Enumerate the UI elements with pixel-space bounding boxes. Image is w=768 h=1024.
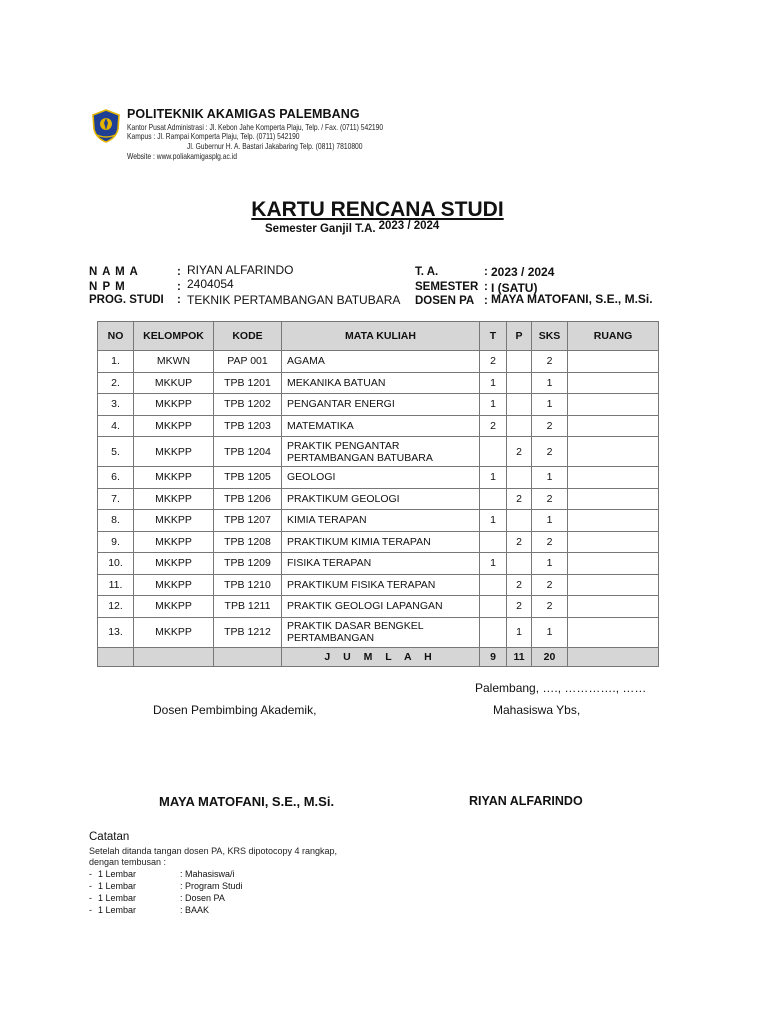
cell-sks: 2 [532,488,568,510]
copy-count: 1 Lembar [98,893,137,903]
cell-kelompok: MKKPP [134,394,214,416]
notes-line: dengan tembusan : [89,857,167,867]
cell-t [480,574,507,596]
total-sks: 20 [532,647,568,666]
npm-value: 2404054 [187,277,234,291]
institution-name: POLITEKNIK AKAMIGAS PALEMBANG [127,107,360,121]
mata-kuliah-line: PRAKTIKUM FISIKA TERAPAN [287,578,436,591]
student-title: Mahasiswa Ybs, [493,703,581,717]
table-row [98,617,659,647]
cell-p: 2 [507,437,532,467]
column-header-t: T [480,322,507,351]
cell-no: 1. [98,351,134,373]
cell-kelompok: MKKPP [134,574,214,596]
copy-destination: : Program Studi [180,881,243,891]
column-header-sks: SKS [532,322,568,351]
cell-kelompok: MKKPP [134,415,214,437]
cell-no: 7. [98,488,134,510]
cell-kode: TPB 1207 [214,510,282,532]
mata-kuliah-line: GEOLOGI [287,471,336,484]
cell-kode: TPB 1208 [214,531,282,553]
total-row [98,647,659,666]
cell-sks: 2 [532,596,568,618]
student-name: RIYAN ALFARINDO [469,794,583,808]
prodi-value: TEKNIK PERTAMBANGAN BATUBARA [187,293,401,307]
column-header-kode: KODE [214,322,282,351]
mata-kuliah-line: PRAKTIKUM KIMIA TERAPAN [287,535,431,548]
cell-kode: TPB 1201 [214,372,282,394]
cell-kode: TPB 1205 [214,467,282,489]
npm-colon: : [177,281,181,293]
table-row [98,488,659,510]
cell-sks: 1 [532,394,568,416]
cell-no: 8. [98,510,134,532]
cell-sks: 1 [532,467,568,489]
cell-sks: 1 [532,510,568,532]
cell-sks: 1 [532,553,568,575]
mata-kuliah-line: PENGANTAR ENERGI [287,398,395,411]
total-cell [134,647,214,666]
cell-kelompok: MKKUP [134,372,214,394]
semester-heading [265,220,440,235]
cell-kode: TPB 1202 [214,394,282,416]
cell-kode: TPB 1203 [214,415,282,437]
document-title: KARTU RENCANA STUDI [251,198,504,221]
copy-dash: - [89,881,92,891]
table-row [98,394,659,416]
cell-ruang [568,372,659,394]
cell-ruang [568,596,659,618]
cell-t: 1 [480,510,507,532]
ta-label: T. A. [415,266,439,278]
cell-t: 2 [480,351,507,373]
cell-sks: 1 [532,372,568,394]
cell-p: 2 [507,531,532,553]
nama-colon: : [177,266,181,278]
cell-t [480,596,507,618]
mata-kuliah-line: MATEMATIKA [287,419,354,432]
copy-destination: : Mahasiswa/i [180,869,235,879]
cell-sks: 2 [532,437,568,467]
cell-p [507,394,532,416]
cell-p [507,415,532,437]
cell-ruang [568,351,659,373]
mata-kuliah-line: PRAKTIKUM GEOLOGI [287,492,400,505]
cell-mata-kuliah [282,574,480,596]
cell-t [480,437,507,467]
cell-kelompok: MKKPP [134,617,214,647]
cell-ruang [568,510,659,532]
table-row [98,437,659,467]
semester-info-label: SEMESTER [415,281,479,293]
copy-dash: - [89,869,92,879]
table-row [98,351,659,373]
cell-kelompok: MKKPP [134,437,214,467]
nama-label: N A M A [89,266,139,278]
cell-p [507,351,532,373]
column-header-ruang: RUANG [568,322,659,351]
cell-p [507,372,532,394]
copy-destination: : BAAK [180,905,210,915]
cell-p [507,553,532,575]
cell-mata-kuliah [282,372,480,394]
cell-t: 1 [480,372,507,394]
cell-t [480,488,507,510]
cell-ruang [568,553,659,575]
cell-kelompok: MKKPP [134,596,214,618]
table-row [98,574,659,596]
cell-kode: TPB 1211 [214,596,282,618]
copy-dash: - [89,905,92,915]
institution-website: Website : www.poliakamigasplg.ac.id [127,152,237,161]
cell-p: 2 [507,596,532,618]
table-row [98,415,659,437]
cell-kode: TPB 1210 [214,574,282,596]
cell-p [507,510,532,532]
table-header-row [98,322,659,351]
cell-ruang [568,415,659,437]
institution-address-line: Kampus : Jl. Rampai Komperta Plaju, Telp. (0711) 542190 [127,132,300,141]
cell-p: 1 [507,617,532,647]
cell-no: 2. [98,372,134,394]
semester-info-value: I (SATU) [491,281,538,295]
cell-mata-kuliah [282,553,480,575]
cell-t: 1 [480,467,507,489]
cell-t: 1 [480,553,507,575]
total-cell [214,647,282,666]
cell-p [507,467,532,489]
cell-no: 12. [98,596,134,618]
cell-p: 2 [507,574,532,596]
cell-t [480,531,507,553]
cell-no: 4. [98,415,134,437]
total-label: J U M L A H [282,647,480,666]
table-row [98,372,659,394]
cell-no: 5. [98,437,134,467]
column-header-kelompok: KELOMPOK [134,322,214,351]
table-row [98,596,659,618]
semester-year: 2023 / 2024 [378,220,440,232]
krs-table [97,321,659,667]
mata-kuliah-line: PRAKTIK PENGANTAR [287,439,400,452]
institution-address-line: Jl. Gubernur H. A. Bastari Jakabaring Telp. (0811) 7810800 [187,142,363,151]
cell-no: 6. [98,467,134,489]
copy-count: 1 Lembar [98,905,137,915]
cell-kelompok: MKKPP [134,531,214,553]
mata-kuliah-line: AGAMA [287,355,325,368]
dosen-pa-value: MAYA MATOFANI, S.E., M.Si. [491,292,653,306]
cell-sks: 2 [532,415,568,437]
cell-mata-kuliah [282,437,480,467]
cell-no: 13. [98,617,134,647]
advisor-title: Dosen Pembimbing Akademik, [153,703,317,717]
cell-kelompok: MKKPP [134,510,214,532]
dosen-pa-label: DOSEN PA [415,295,475,307]
semester-label: Semester Ganjil T.A. [265,223,376,235]
cell-no: 11. [98,574,134,596]
table-row [98,553,659,575]
prodi-label: PROG. STUDI [89,294,164,306]
ta-colon: : [484,266,488,278]
cell-kelompok: MKWN [134,351,214,373]
cell-ruang [568,488,659,510]
table-row [98,467,659,489]
cell-kelompok: MKKPP [134,553,214,575]
cell-kelompok: MKKPP [134,467,214,489]
cell-kode: PAP 001 [214,351,282,373]
copy-dash: - [89,893,92,903]
cell-kode: TPB 1206 [214,488,282,510]
cell-kode: TPB 1212 [214,617,282,647]
npm-label: N P M [89,281,126,293]
cell-sks: 2 [532,351,568,373]
cell-t [480,617,507,647]
cell-t: 1 [480,394,507,416]
cell-mata-kuliah [282,394,480,416]
notes-title: Catatan [89,831,130,843]
dosen-pa-colon: : [484,295,488,307]
place-date: Palembang, …., …………., …… [475,681,647,695]
institution-address-line: Kantor Pusat Administrasi : Jl. Kebon Jahe Komperta Plaju, Telp. / Fax. (0711) 542190 [127,123,384,132]
mata-kuliah-line: PERTAMBANGAN BATUBARA [287,451,433,464]
column-header-no: NO [98,322,134,351]
column-header-p: P [507,322,532,351]
cell-ruang [568,394,659,416]
semester-info-colon: : [484,281,488,293]
cell-kode: TPB 1209 [214,553,282,575]
cell-sks: 2 [532,574,568,596]
notes-line: Setelah ditanda tangan dosen PA, KRS dipotocopy 4 rangkap, [89,846,338,856]
copy-count: 1 Lembar [98,881,137,891]
copy-count: 1 Lembar [98,869,137,879]
cell-no: 10. [98,553,134,575]
institution-logo-icon [91,109,121,143]
cell-p: 2 [507,488,532,510]
cell-sks: 2 [532,531,568,553]
cell-mata-kuliah [282,617,480,647]
cell-mata-kuliah [282,415,480,437]
cell-kelompok: MKKPP [134,488,214,510]
cell-mata-kuliah [282,596,480,618]
mata-kuliah-line: PRAKTIK GEOLOGI LAPANGAN [287,600,443,613]
cell-mata-kuliah [282,467,480,489]
cell-no: 3. [98,394,134,416]
cell-mata-kuliah [282,531,480,553]
nama-value: RIYAN ALFARINDO [187,263,294,277]
mata-kuliah-line: KIMIA TERAPAN [287,514,367,527]
table-row [98,510,659,532]
advisor-name: MAYA MATOFANI, S.E., M.Si. [159,794,335,809]
cell-kode: TPB 1204 [214,437,282,467]
copy-destination: : Dosen PA [180,893,225,903]
mata-kuliah-line: PERTAMBANGAN [287,632,375,644]
total-t: 9 [480,647,507,666]
cell-mata-kuliah [282,510,480,532]
mata-kuliah-line: FISIKA TERAPAN [287,557,372,570]
total-cell [98,647,134,666]
total-cell [568,647,659,666]
total-p: 11 [507,647,532,666]
cell-ruang [568,467,659,489]
table-row [98,531,659,553]
cell-sks: 1 [532,617,568,647]
cell-ruang [568,617,659,647]
column-header-mata-kuliah: MATA KULIAH [282,322,480,351]
cell-mata-kuliah [282,351,480,373]
ta-value: 2023 / 2024 [491,265,555,279]
cell-ruang [568,437,659,467]
mata-kuliah-line: MEKANIKA BATUAN [287,376,386,389]
cell-ruang [568,531,659,553]
cell-ruang [568,574,659,596]
cell-t: 2 [480,415,507,437]
cell-no: 9. [98,531,134,553]
cell-mata-kuliah [282,488,480,510]
prodi-colon: : [177,294,181,306]
mata-kuliah-line: PRAKTIK DASAR BENGKEL [287,620,424,632]
